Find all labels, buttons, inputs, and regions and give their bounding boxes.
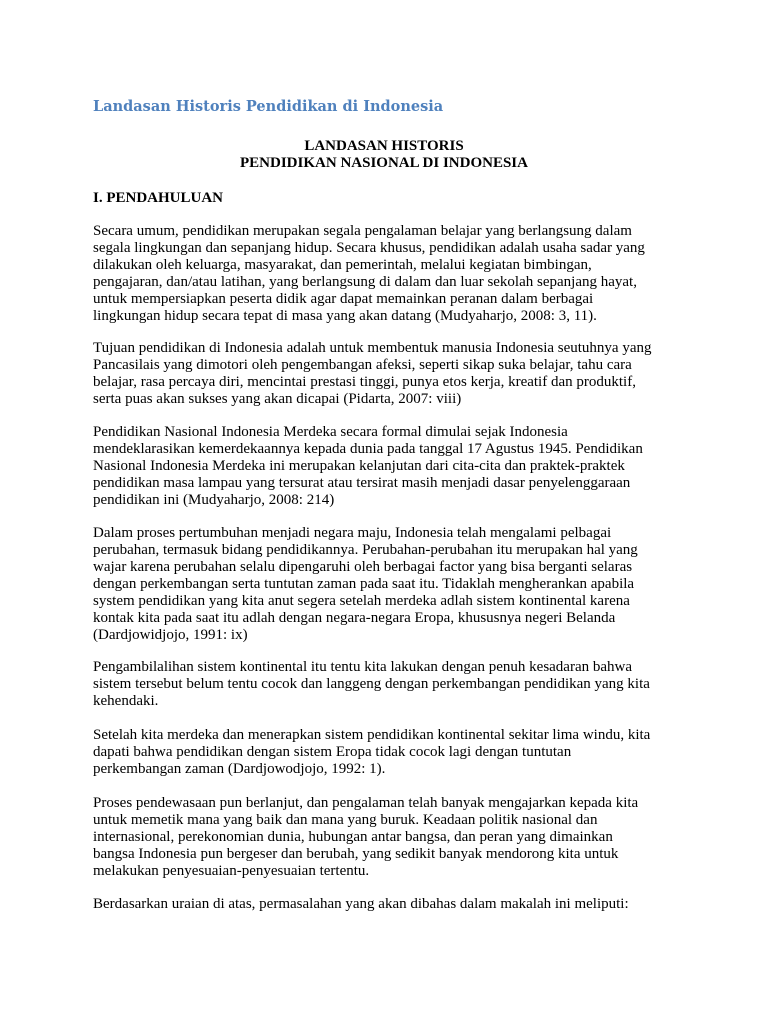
paragraph-line: mendeklarasikan kemerdekaannya kepada dunia pada tanggal 17 Agustus 1945. Pendidikan xyxy=(93,441,643,457)
paragraph-line: Tujuan pendidikan di Indonesia adalah untuk membentuk manusia Indonesia seutuhnya yang xyxy=(93,340,652,356)
paragraph-3 xyxy=(93,424,693,509)
paragraph-line: pendidikan masa lampau yang tersurat atau tersirat masih menjadi dasar penyelenggaraan xyxy=(93,475,631,491)
paragraph-line: Pengambilalihan sistem kontinental itu tentu kita lakukan dengan penuh kesadaran bahwa xyxy=(93,659,633,675)
paragraph-line: perkembangan zaman (Dardjowodjojo, 1992: 1). xyxy=(93,761,386,777)
paragraph-4 xyxy=(93,525,693,644)
paragraph-line: internasional, perekonomian dunia, hubungan antar bangsa, dan peran yang dimainkan xyxy=(93,829,613,845)
paragraph-line: untuk mempersiapkan peserta didik agar dapat memainkan peranan dalam berbagai xyxy=(93,291,594,307)
paragraph-line: pendidikan ini (Mudyaharjo, 2008: 214) xyxy=(93,492,335,508)
paragraph-line: (Dardjowidjojo, 1991: ix) xyxy=(93,627,248,643)
paragraph-1 xyxy=(93,223,693,325)
paragraph-line: Setelah kita merdeka dan menerapkan sistem pendidikan kontinental sekitar lima windu, kita xyxy=(93,727,651,743)
paragraph-line: system pendidikan yang kita anut segera setelah merdeka adlah sistem kontinental karena xyxy=(93,593,630,609)
paragraph-line: wajar karena perubahan selalu dipengaruhi oleh berbagai factor yang bisa berganti selaras xyxy=(93,559,633,575)
paragraph-line: untuk memetik mana yang baik dan mana yang buruk. Keadaan politik nasional dan xyxy=(93,812,598,828)
paragraph-line: Proses pendewasaan pun berlanjut, dan pengalaman telah banyak mengajarkan kepada kita xyxy=(93,795,639,811)
paragraph-6 xyxy=(93,727,693,778)
paragraph-line: bangsa Indonesia pun bergeser dan berubah, yang sedikit banyak mendorong kita untuk xyxy=(93,846,619,862)
paragraph-7 xyxy=(93,795,693,880)
paragraph-line: Berdasarkan uraian di atas, permasalahan yang akan dibahas dalam makalah ini meliputi: xyxy=(93,896,629,912)
paragraph-line: Dalam proses pertumbuhan menjadi negara maju, Indonesia telah mengalami pelbagai xyxy=(93,525,612,541)
paragraph-2 xyxy=(93,340,693,408)
paragraph-line: Nasional Indonesia Merdeka ini merupakan kelanjutan dari cita-cita dan praktek-praktek xyxy=(93,458,625,474)
paragraph-5 xyxy=(93,659,693,710)
paragraph-line: pengajaran, dan/atau latihan, yang berlangsung di dalam dan luar sekolah sepanjang hayat, xyxy=(93,274,637,290)
paragraph-line: dengan perkembangan serta tuntutan zaman pada saat itu. Tidaklah mengherankan apabila xyxy=(93,576,635,592)
section-heading: I. PENDAHULUAN xyxy=(93,190,224,206)
paragraph-line: kontak kita pada saat itu adlah dengan negara-negara Eropa, khususnya negeri Belanda xyxy=(93,610,616,626)
paragraph-line: Pendidikan Nasional Indonesia Merdeka secara formal dimulai sejak Indonesia xyxy=(93,424,568,440)
document-heading: Landasan Historis Pendidikan di Indonesia xyxy=(93,98,444,115)
paragraph-line: belajar, rasa percaya diri, mencintai prestasi tinggi, punya etos kerja, kreatif dan produktif, xyxy=(93,374,636,390)
paragraph-line: perubahan, termasuk bidang pendidikannya. Perubahan-perubahan itu merupakan hal yang xyxy=(93,542,638,558)
paragraph-line: dapati bahwa pendidikan dengan sistem Eropa tidak cocok lagi dengan tuntutan xyxy=(93,744,572,760)
paragraph-line: serta puas akan sukses yang akan dicapai (Pidarta, 2007: viii) xyxy=(93,391,462,407)
paragraph-line: segala lingkungan dan sepanjang hidup. Secara khusus, pendidikan adalah usaha sadar yang xyxy=(93,240,645,256)
paragraph-line: dilakukan oleh keluarga, masyarakat, dan pemerintah, melalui kegiatan bimbingan, xyxy=(93,257,592,273)
paragraph-line: kehendaki. xyxy=(93,693,159,709)
paragraph-line: sistem tersebut belum tentu cocok dan langgeng dengan perkembangan pendidikan yang kita xyxy=(93,676,650,692)
paragraph-line: lingkungan hidup secara tepat di masa yang akan datang (Mudyaharjo, 2008: 3, 11). xyxy=(93,308,597,324)
paragraph-line: Secara umum, pendidikan merupakan segala pengalaman belajar yang berlangsung dalam xyxy=(93,223,632,239)
paragraph-line: Pancasilais yang dimotori oleh pengembangan afeksi, seperti sikap suka belajar, tahu cara xyxy=(93,357,632,373)
paragraph-8 xyxy=(93,896,693,913)
title-line-1: LANDASAN HISTORIS xyxy=(304,138,464,154)
title-line-2: PENDIDIKAN NASIONAL DI INDONESIA xyxy=(240,155,528,171)
paragraph-line: melakukan penyesuaian-penyesuaian tertentu. xyxy=(93,863,370,879)
